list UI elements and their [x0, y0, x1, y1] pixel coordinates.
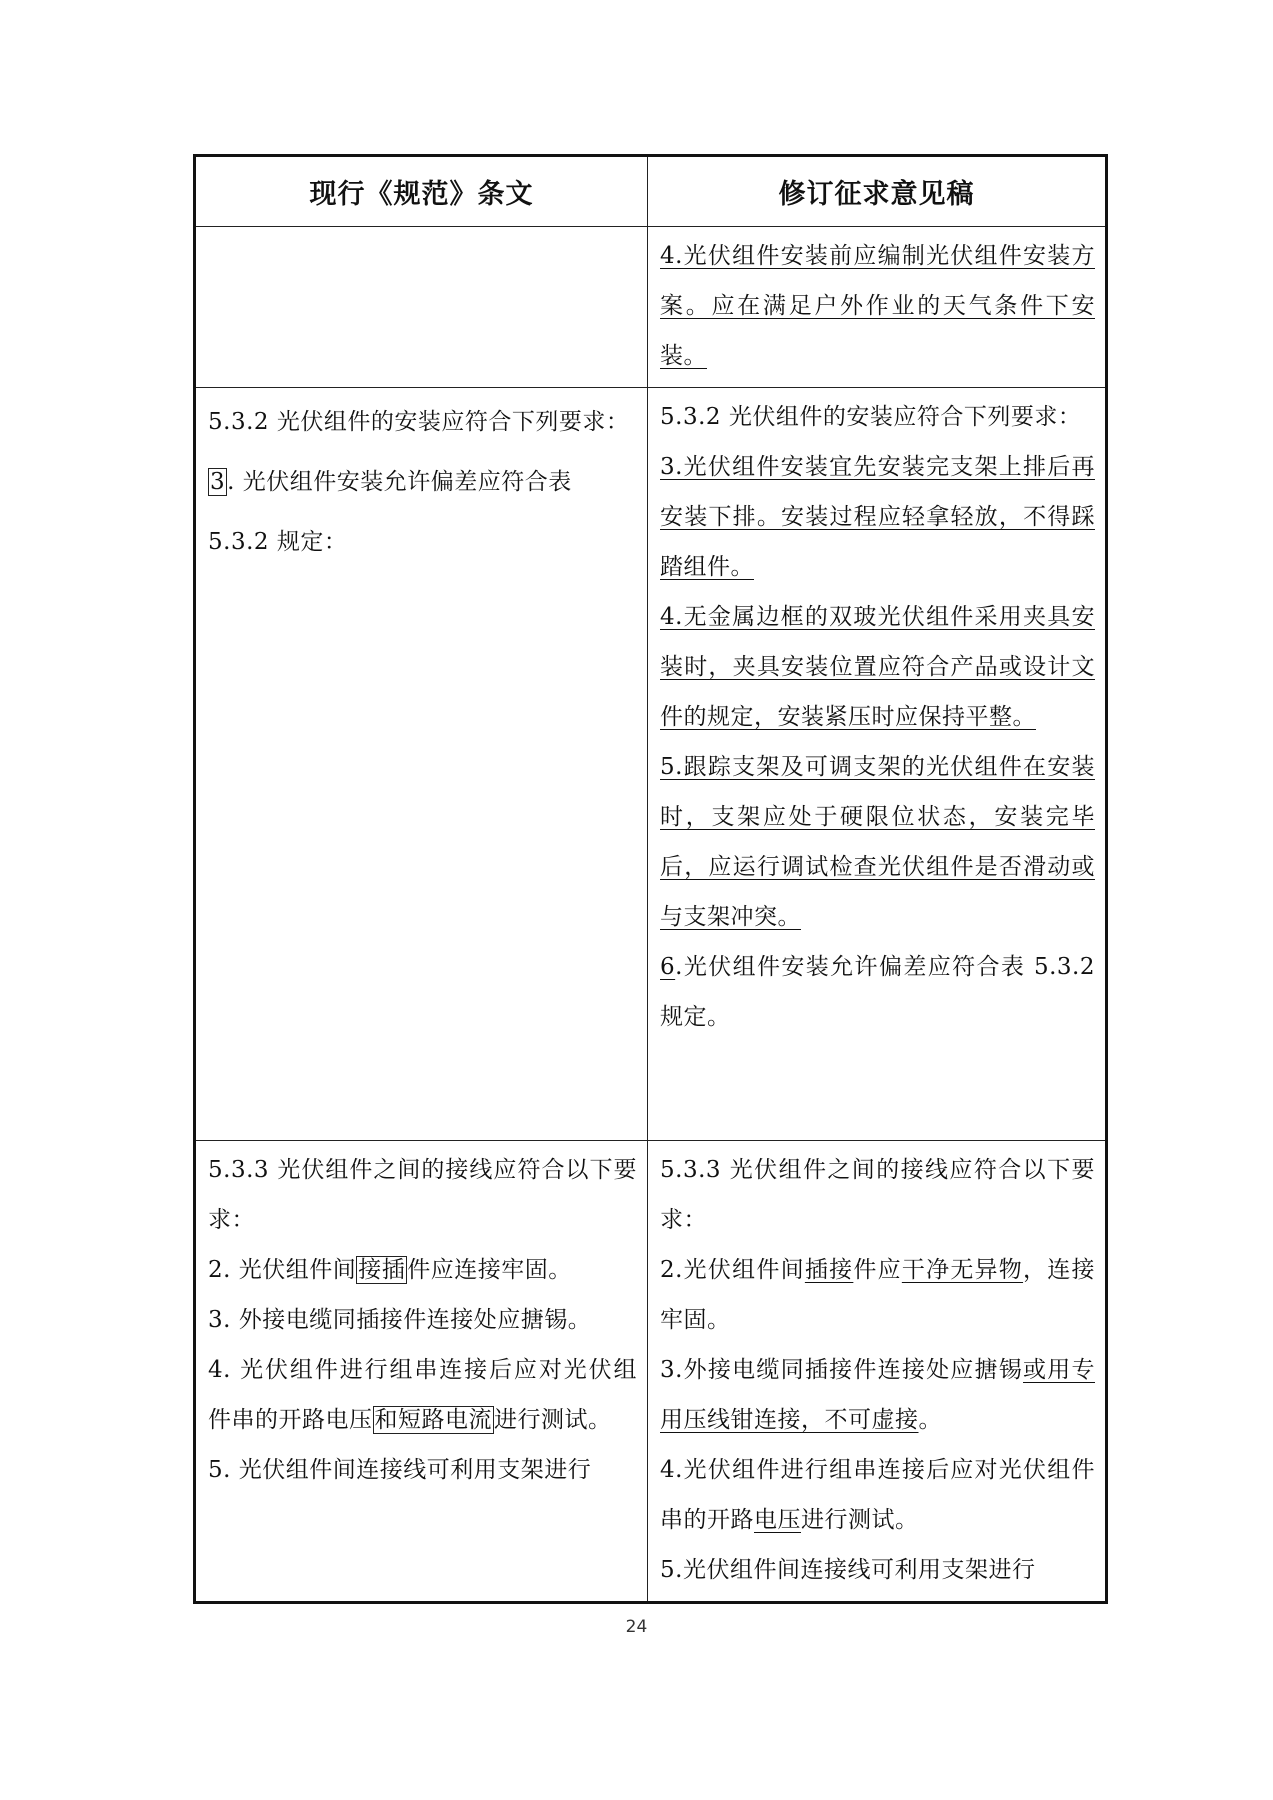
revision-item-6 [660, 942, 1095, 1042]
clause-item-3: 3. 外接电缆同插接件连接处应搪锡。 [208, 1307, 592, 1333]
added-text: 干净无异物 [901, 1257, 1024, 1283]
revision-text: ，连接牢固。 [660, 1257, 1096, 1333]
revision-text: 。 [918, 1407, 942, 1433]
added-text: 4.光伏组件安装前应编制光伏组件安装方案。应在满足户外作业的天气条件下安装。 [660, 243, 1095, 369]
boxed-text: 接插 [358, 1257, 406, 1283]
clause-text: . 光伏组件安装允许偏差应符合表 [227, 469, 572, 495]
revision-text: 进行测试。 [801, 1507, 919, 1533]
revision-text: 件应 [853, 1257, 902, 1283]
table-row [195, 1141, 1107, 1603]
page-number: 24 [625, 1617, 648, 1637]
header-current-clause: 现行《规范》条文 [195, 156, 648, 227]
cell-revision-content [648, 1141, 1105, 1601]
cell-revision [648, 388, 1107, 1141]
clause-text: 4. 光伏组件进行组串连接后应对光伏组件串的开路电压 [208, 1357, 637, 1433]
cell-current [195, 1141, 648, 1603]
cell-revision-content [648, 388, 1105, 1048]
changed-number: 6 [660, 954, 676, 980]
added-text: 4.无金属边框的双玻光伏组件采用夹具安装时，夹具安装位置应符合产品或设计文件的规定，安装紧压时应保持平整。 [660, 604, 1095, 730]
cell-current-content [196, 388, 647, 578]
header-revision-draft: 修订征求意见稿 [648, 156, 1107, 227]
revision-item-3 [660, 442, 1095, 592]
clause-text: 2. 光伏组件间 [208, 1257, 357, 1283]
revision-item-5: 5.光伏组件间连接线可利用支架进行 [660, 1557, 1036, 1583]
cell-current-text [196, 227, 647, 237]
revision-item-2 [660, 1245, 1095, 1345]
clause-text: 进行测试。 [494, 1407, 612, 1433]
comparison-table [193, 154, 1108, 1604]
changed-text: 电压 [754, 1507, 801, 1533]
revision-text: 3.外接电缆同插接件连接处应搪锡 [660, 1357, 1024, 1383]
revision-item-3 [660, 1345, 1095, 1445]
cell-revision [648, 1141, 1107, 1603]
revision-paragraph [660, 231, 1095, 381]
clause-intro: 5.3.2 光伏组件的安装应符合下列要求： [208, 409, 630, 435]
revision-intro: 5.3.2 光伏组件的安装应符合下列要求： [660, 404, 1082, 430]
cell-revision [648, 227, 1107, 388]
added-text: 3.光伏组件安装宜先安装完支架上排后再安装下排。安装过程应轻拿轻放，不得踩踏组件。 [660, 454, 1095, 580]
revision-text: 4.光伏组件进行组串连接后应对光伏组件串的开路 [660, 1457, 1095, 1533]
table-row [195, 227, 1107, 388]
revision-text: .光伏组件安装允许偏差应符合表 5.3.2 规定。 [660, 954, 1095, 1030]
revision-item-4 [660, 1445, 1095, 1545]
changed-text: 插接 [804, 1257, 854, 1283]
table-row [195, 388, 1107, 1141]
added-text: 或用专用压线钳连接，不可虚接 [660, 1357, 1095, 1433]
clause-item-2 [208, 1245, 637, 1295]
cell-revision-content [648, 227, 1105, 387]
cell-current [195, 388, 648, 1141]
table-header-row [195, 156, 1107, 227]
revision-intro: 5.3.3 光伏组件之间的接线应符合以下要求： [660, 1157, 1095, 1233]
revision-text: 2.光伏组件间 [660, 1257, 805, 1283]
revision-item-5 [660, 742, 1095, 942]
clause-item-4 [208, 1345, 637, 1445]
clause-text: 件应连接牢固。 [407, 1257, 572, 1283]
boxed-text: 和短路电流 [374, 1407, 492, 1433]
clause-intro: 5.3.3 光伏组件之间的接线应符合以下要求： [208, 1157, 637, 1233]
clause-item-5: 5. 光伏组件间连接线可利用支架进行 [208, 1457, 592, 1483]
clause-item-3 [208, 452, 637, 512]
clause-continuation: 5.3.2 规定： [208, 529, 348, 555]
cell-current [195, 227, 648, 388]
revision-item-4 [660, 592, 1095, 742]
added-text: 5.跟踪支架及可调支架的光伏组件在安装时，支架应处于硬限位状态，安装完毕后，应运行调试检查光伏组件是否滑动或与支架冲突。 [660, 754, 1095, 930]
cell-current-content [196, 1141, 647, 1501]
boxed-text: 3 [210, 469, 226, 495]
